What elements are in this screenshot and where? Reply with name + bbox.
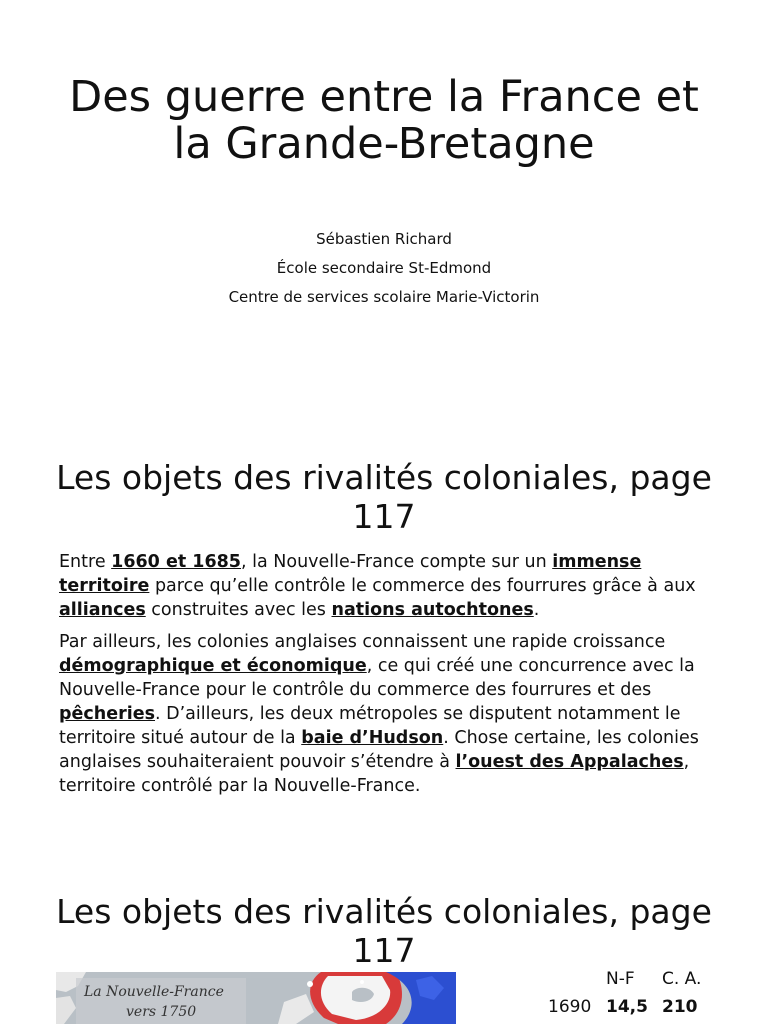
school-board-name: Centre de services scolaire Marie-Victorin: [228, 288, 540, 306]
author-name: Sébastien Richard: [316, 230, 452, 248]
key-term: nations autochtones: [331, 600, 534, 620]
key-term: démographique et économique: [59, 656, 367, 676]
school-name: École secondaire St-Edmond: [276, 259, 492, 277]
key-term: baie d’Hudson: [301, 728, 444, 748]
slide-title: Les objets des rivalités coloniales, page 117: [56, 458, 712, 536]
key-term: immense territoire: [59, 552, 642, 596]
row-year: 1690: [548, 997, 592, 1017]
map-label-date: vers 1750: [126, 1004, 197, 1020]
presentation-title: Des guerre entre la France et la Grande-Bretagne: [69, 72, 699, 169]
title-slide: [0, 0, 768, 360]
header-ca: C. A.: [662, 969, 702, 989]
key-term: alliances: [59, 600, 146, 620]
row-nf-value: 14,5: [606, 997, 648, 1017]
key-term: l’ouest des Appalaches: [455, 752, 684, 772]
key-term: 1660 et 1685: [111, 552, 241, 572]
paragraph-competition: Par ailleurs, les colonies anglaises connaissent une rapide croissance démographique et économique, ce qui créé une concurrence avec la Nouvelle-France pour le contrôle du commerce des fourrures et des pêcheries. D’ailleurs, les deux métropoles se disputent notamment le territoire situé autour de la baie d’Hudson. Chose certaine, les colonies anglaises souhaiteraient pouvoir s’étendre à l’ouest des Appalaches, territoire contrôlé par la Nouvelle-France.: [59, 632, 699, 796]
map-label-title: La Nouvelle-France: [84, 984, 224, 1000]
header-nf: N-F: [606, 969, 635, 989]
row-ca-value: 210: [662, 997, 698, 1017]
key-term: pêcheries: [59, 704, 156, 724]
new-france-map: [56, 972, 456, 1024]
paragraph-territory: Entre 1660 et 1685, la Nouvelle-France compte sur un immense territoire parce qu’elle contrôle le commerce des fourrures grâce à aux alliances construites avec les nations autochtones.: [59, 552, 696, 620]
slide-title: Les objets des rivalités coloniales, page 117: [56, 892, 712, 970]
